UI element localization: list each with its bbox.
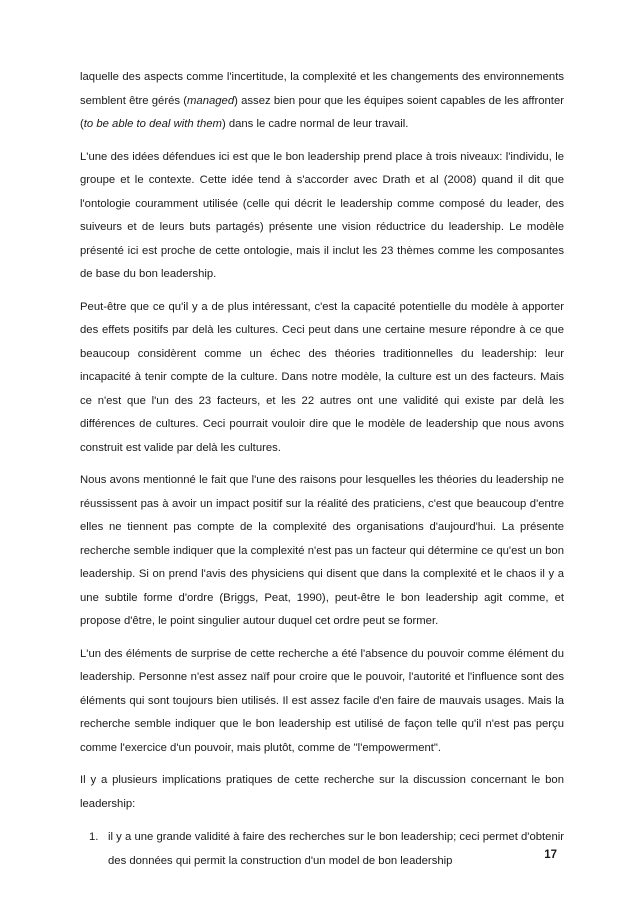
- italic-term: to be able to deal with them: [83, 118, 222, 130]
- list-item: [80, 826, 564, 873]
- text-run: L'une des idées défendues ici est que le bon leadership prend place à trois niveaux: l'individu, le groupe et le contexte. Cette idée tend à s'accorder avec Drath et al (2008) quand il dit que l'ontologie couramment utilisée (celle qui décrit le leadership comme composé du leader, des suiveurs et de leurs buts partagés) présente une vision réductrice du leadership. Le modèle présenté ici est proche de cette ontologie, mais il inclut les 23 thèmes comme les composantes de base du bon leadership.: [80, 150, 564, 280]
- text-run: Il y a plusieurs implications pratiques de cette recherche sur la discussion concernant le bon leadership:: [80, 774, 564, 810]
- paragraph: [80, 643, 564, 761]
- implications-list: [80, 826, 564, 873]
- list-item-text: il y a une grande validité à faire des recherches sur le bon leadership; ceci permet d'obtenir des données qui permit la construction d'un model de bon leadership: [108, 831, 564, 867]
- italic-term: managed: [187, 94, 235, 107]
- paragraph: [80, 469, 564, 634]
- text-run: ) assez bien pour que les équipes soient capables de les affronter (: [80, 94, 564, 130]
- paragraph: [80, 66, 564, 137]
- page-number: 17: [544, 849, 557, 861]
- text-run: L'un des éléments de surprise de cette recherche a été l'absence du pouvoir comme élément du leadership. Personne n'est assez naïf pour croire que le pouvoir, l'autorité et l'influence sont des éléments qui sont toujours bien utilisés. Il est assez facile d'en faire de mauvais usages. Mais la recherche semble indiquer que le bon leadership est utilisé de façon telle qu'il n'est pas perçu comme l'exercice d'un pouvoir, mais plutôt, comme de "l'empowerment".: [80, 647, 564, 754]
- body-text: [80, 66, 564, 873]
- paragraph: [80, 769, 564, 816]
- list-marker: 1.: [89, 831, 99, 843]
- text-run: ) dans le cadre normal de leur travail.: [221, 118, 409, 130]
- paragraph: [80, 296, 564, 461]
- paragraph: [80, 146, 564, 287]
- paragraphs: [80, 66, 564, 816]
- text-run: Peut-être que ce qu'il y a de plus intéressant, c'est la capacité potentielle du modèle à apporter des effets positifs par delà les cultures. Ceci peut dans une certaine mesure répondre à ce que beaucoup considèrent comme un échec des théories traditionnelles du leadership: leur incapacité à tenir compte de la culture. Dans notre modèle, la culture est un des facteurs. Mais ce n'est que l'un des 23 facteurs, et les 22 autres ont une validité qui existe par delà les différences de cultures. Ceci pourrait vouloir dire que le modèle de leadership que nous avons construit est valide par delà les cultures.: [80, 300, 564, 454]
- text-run: Nous avons mentionné le fait que l'une des raisons pour lesquelles les théories du leadership ne réussissent pas à avoir un impact positif sur la réalité des praticiens, c'est que beaucoup d'entre elles ne tiennent pas compte de la complexité des organisations d'aujourd'hui. La présente recherche semble indiquer que la complexité n'est pas un facteur qui détermine ce qu'est un bon leadership. Si on prend l'avis des physiciens qui disent que dans la complexité et le chaos il y a une subtile forme d'ordre (Briggs, Peat, 1990), peut-être le bon leadership agit comme, et propose d'être, le point singulier autour duquel cet ordre peut se former.: [80, 474, 564, 627]
- text-run: laquelle des aspects comme l'incertitude, la complexité et les changements des environnements semblent être gérés (: [80, 71, 564, 107]
